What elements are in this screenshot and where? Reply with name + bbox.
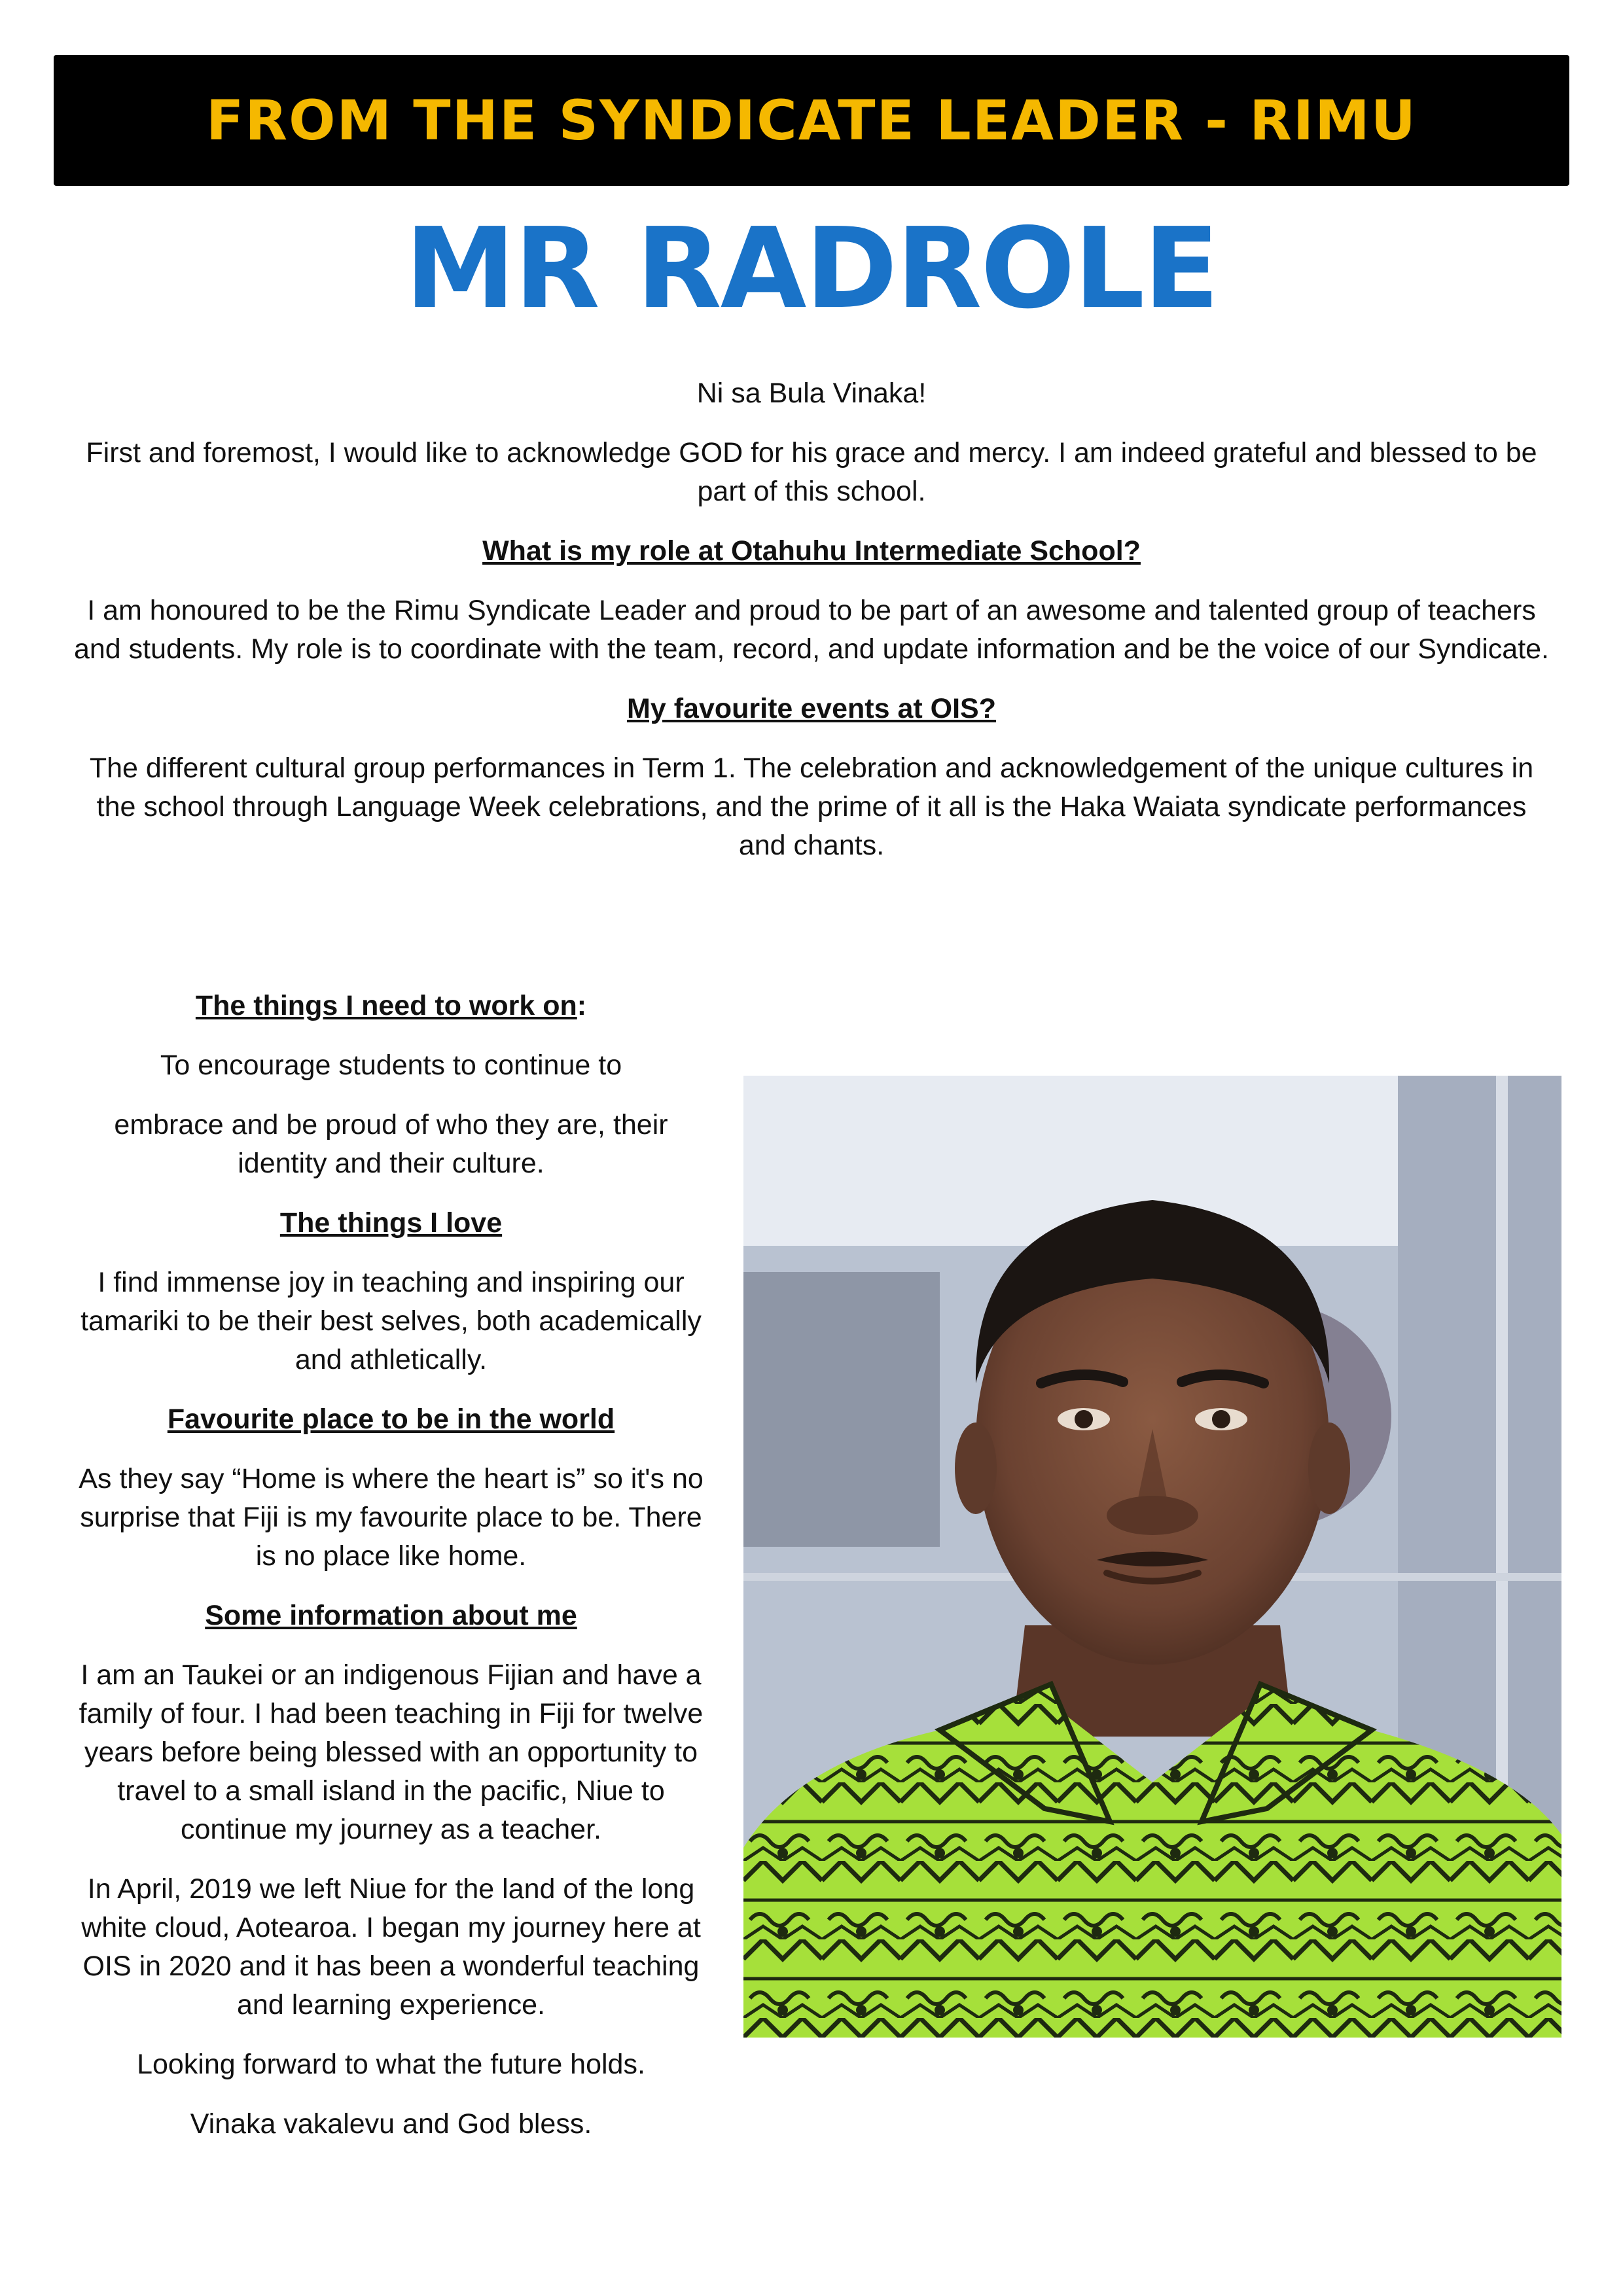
about-heading: Some information about me — [205, 1600, 577, 1631]
events-text: The different cultural group performances in Term 1. The celebration and acknowledgement of the unique cultures in the school through Language Week celebrations, and the prime of it all is the Haka Waiata syndicate performances and chants. — [89, 752, 1534, 861]
leader-name: MR RADROLE — [404, 204, 1219, 334]
banner-title: FROM THE SYNDICATE LEADER - RIMU — [206, 88, 1417, 152]
role-text: I am honoured to be the Rimu Syndicate Leader and proud to be part of an awesome and talented group of teachers and students. My role is to coordinate with the team, record, and update information and be the voice of our Syndicate. — [73, 595, 1550, 665]
love-heading: The things I love — [279, 1207, 503, 1239]
left-column — [72, 987, 710, 2164]
portrait-photo — [743, 1076, 1561, 2038]
work-heading-line — [72, 987, 710, 1025]
forward-text: Looking forward to what the future holds. — [137, 2049, 645, 2080]
greeting: Ni sa Bula Vinaka! — [696, 378, 927, 409]
work-line-2: embrace and be proud of who they are, their identity and their culture. — [114, 1109, 668, 1179]
april-text: In April, 2019 we left Niue for the land of the long white cloud, Aotearoa. I began my journey here at OIS in 2020 and it has been a wonderful teaching and learning experience. — [81, 1873, 701, 2021]
acknowledgement-text: First and foremost, I would like to acknowledge GOD for his grace and mercy. I am indeed grateful and blessed to be part of this school. — [86, 437, 1537, 507]
work-heading-colon: : — [577, 990, 587, 1021]
love-text: I find immense joy in teaching and inspiring our tamariki to be their best selves, both academically and athletically. — [80, 1267, 702, 1375]
place-heading: Favourite place to be in the world — [167, 1404, 615, 1435]
work-line-1: To encourage students to continue to — [160, 1050, 622, 1081]
work-heading: The things I need to work on — [195, 990, 577, 1021]
portrait-illustration — [743, 1076, 1561, 2038]
about-text: I am an Taukei or an indigenous Fijian and have a family of four. I had been teaching in Fiji for twelve years before being blessed with an opportunity to travel to a small island in the pacific, Niue to continue my journey as a teacher. — [79, 1659, 704, 1845]
role-heading: What is my role at Otahuhu Intermediate School? — [482, 535, 1141, 567]
closing-text: Vinaka vakalevu and God bless. — [190, 2108, 592, 2140]
header-banner — [54, 55, 1569, 186]
events-heading: My favourite events at OIS? — [627, 693, 996, 724]
intro-section — [72, 374, 1551, 886]
place-text: As they say “Home is where the heart is” so it's no surprise that Fiji is my favourite place to be. There is no place like home. — [79, 1463, 704, 1572]
